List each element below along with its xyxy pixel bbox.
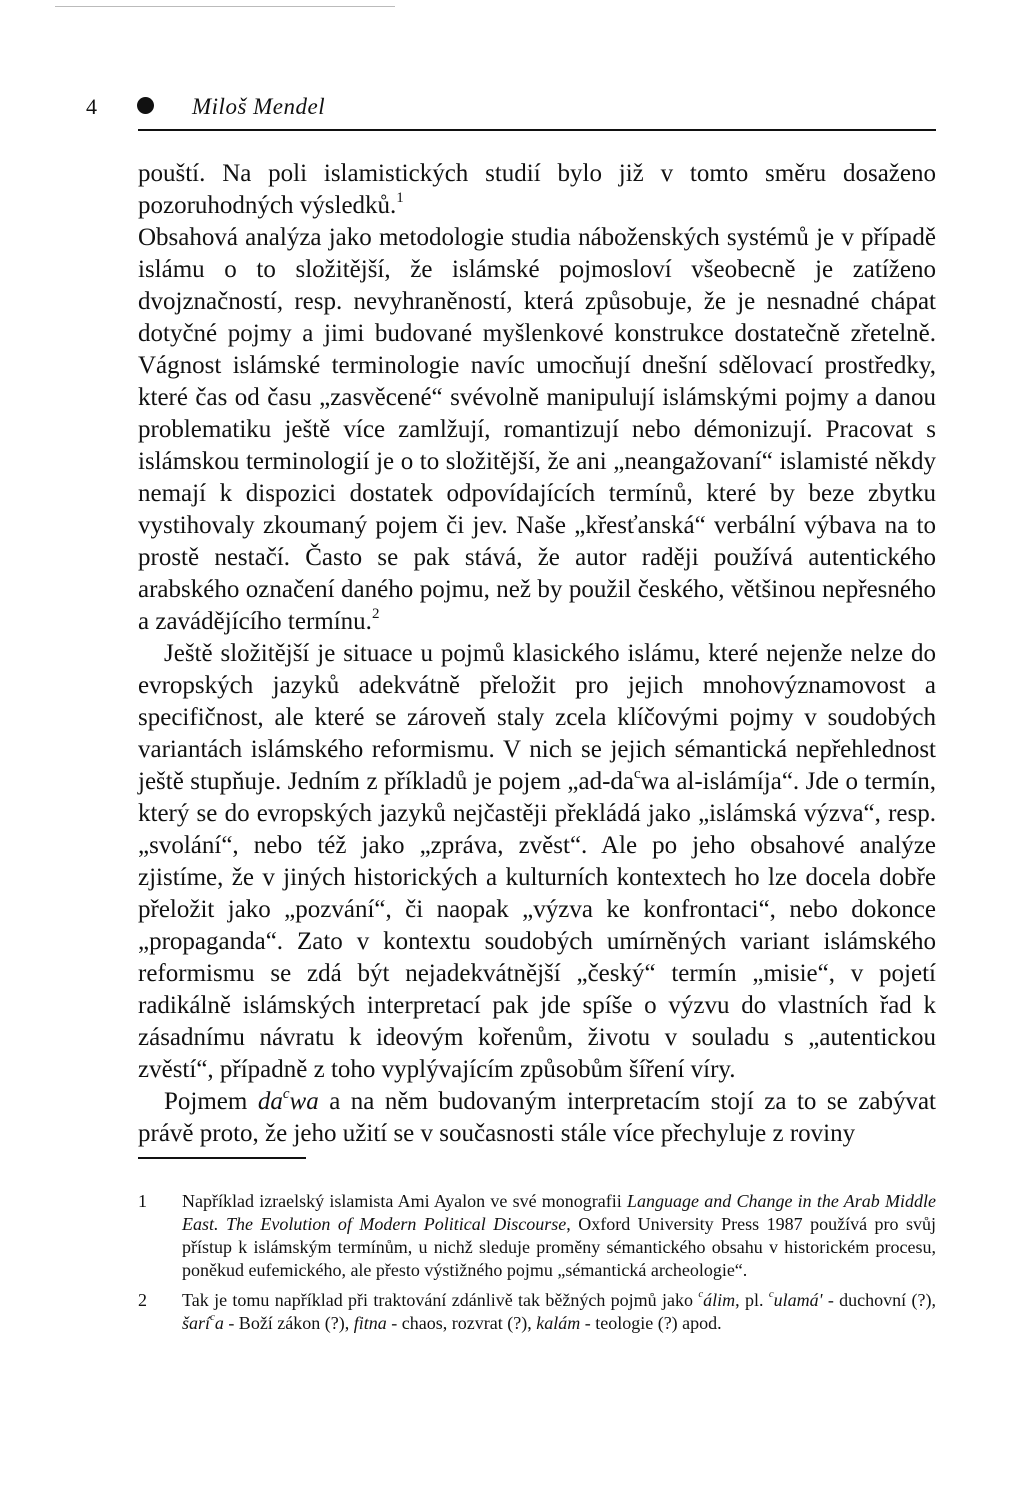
footnote-segment: - Boží zákon (?), (223, 1313, 354, 1333)
paragraph-text: a na něm budovaným interpretacím stojí za to se zabývat právě proto, že jeho užití se v současnosti stále více přechyluje z roviny (138, 1088, 936, 1147)
page-number: 4 (86, 94, 97, 119)
footnote-segment: Například izraelský islamista Ami Ayalon ve své monografii (182, 1191, 628, 1211)
paragraph (138, 222, 936, 638)
footnote-separator (138, 1157, 306, 1159)
ayn-superscript: c (282, 1085, 290, 1102)
footnote-segment: , Oxford University Press 1987 používá pro svůj přístup k islámským termínům, u nichž sleduje proměny sémantického obsahu v historickém procesu, poněkud eufemického, ale přesto výstižného pojmu „sémantická archeologie“. (182, 1214, 936, 1280)
footnote-segment: - chaos, rozvrat (?), (386, 1313, 537, 1333)
paragraph-text: pouští. Na poli islamistických studií bylo již v tomto směru dosaženo pozoruhodných výsledků. (138, 160, 936, 219)
footnote-ref[interactable]: 1 (396, 189, 404, 206)
paragraph (138, 1086, 936, 1150)
term-part: a (214, 1313, 224, 1333)
paragraph-text: Ještě složitější je situace u pojmů klasického islámu, které nejenže nelze do evropských jazyků adekvátně přeložit pro jejich mnohovýznamovost a specifičnost, ale které se zároveň staly zcela klíčovými pojmy v soudobých variantách islámského reformismu. V nich se jejich sémantická nepřehlednost ještě stupňuje. Jedním z příkladů je pojem „ad-da (138, 640, 936, 795)
term-part: da (257, 1088, 283, 1115)
footnote-segment: Tak je tomu například při traktování zdánlivě tak běžných pojmů jako (182, 1290, 699, 1310)
running-header-author: Miloš Mendel (192, 94, 326, 119)
footnote (138, 1289, 936, 1335)
italic-term (182, 1313, 224, 1333)
term-part: álim (703, 1290, 736, 1310)
italic-term: fitna (353, 1313, 387, 1333)
book-title: Language and Change in the Arab Middle East. The Evolution of Modern Political Discourse (182, 1191, 936, 1234)
italic-term (257, 1085, 319, 1115)
running-header (86, 93, 938, 127)
footnote-segment: - duchovní (?), (822, 1290, 936, 1310)
scan-artifact-line (55, 6, 395, 7)
term-part: ulamá' (773, 1290, 823, 1310)
term-part: wa (289, 1088, 319, 1115)
term-part: šarí (182, 1313, 211, 1333)
italic-term (769, 1290, 823, 1310)
ayn-superscript: c (698, 1288, 704, 1300)
paragraph-text: Pojmem (164, 1088, 258, 1115)
paragraph-text: wa al-islámíja“. Jde o termín, který se do evropských jazyků nejčastěji překládá jako „islámská výzva“, resp. „svolání“, nebo též jako „zpráva, zvěst“. Ale po jeho obsahové analýze zjistíme, že v jiných historických a kulturních kontextech ho lze docela dobře přeložit jako „pozvání“, či naopak „výzva ke konfrontaci“, nebo dokonce „propaganda“. Zato v kontextu soudobých umírněných variant islámského reformismu se zdá být nejadekvátnější „český“ termín „misie“, v pojetí radikálně islámských interpretací pak jde spíše o výzvu do vlastních řad k zásadnímu návratu k ideovým kořenům, životu v souladu s „autentickou zvěstí“, případně z toho vyplývajícím způsobům šíření víry. (138, 768, 936, 1083)
italic-term: kalám (536, 1313, 581, 1333)
ayn-superscript: c (634, 765, 641, 782)
footnote-ref[interactable]: 2 (371, 605, 380, 622)
footnotes (138, 1190, 936, 1342)
italic-term (698, 1290, 735, 1310)
bullet-icon (137, 97, 154, 114)
paragraph (138, 638, 936, 1086)
ayn-superscript: c (210, 1311, 215, 1323)
footnote-number: 2 (138, 1290, 147, 1310)
footnote-segment: - teologie (?) apod. (580, 1313, 722, 1333)
header-rule (138, 129, 936, 131)
footnote-text (182, 1190, 936, 1282)
paragraph-text: Obsahová analýza jako metodologie studia náboženských systémů je v případě islámu o to složitější, že islámské pojmosloví všeobecně je zatíženo dvojznačností, resp. nevyhraněností, která způsobuje, že je nesnadné chápat dotyčné pojmy a jimi budované myšlenkové konstrukce dostatečně zřetelně. Vágnost islámské terminologie navíc umocňují dnešní sdělovací prostředky, které čas od času „zasvěcené“ svévolně manipulují islámskými pojmy a danou problematiku ještě více zamlžují, romantizují nebo démonizují. Pracovat s islámskou terminologií je o to složitější, že ani „neangažovaní“ islamisté někdy nemají k dispozici dostatek odpovídajících termínů, které by beze zbytku vystihovaly zkoumaný pojem či jev. Naše „křesťanská“ verbální výbava na to prostě nestačí. Často se pak stává, že autor raději používá autentického arabského označení daného pojmu, než by použil českého, většinou nepřesného a zavádějícího termínu. (138, 224, 936, 635)
ayn-superscript: c (768, 1288, 774, 1300)
paragraph (138, 158, 936, 222)
main-text (138, 158, 936, 1150)
footnote-number: 1 (138, 1191, 147, 1211)
footnote (138, 1190, 936, 1282)
footnote-text (182, 1289, 936, 1335)
footnote-segment: , pl. (735, 1290, 769, 1310)
